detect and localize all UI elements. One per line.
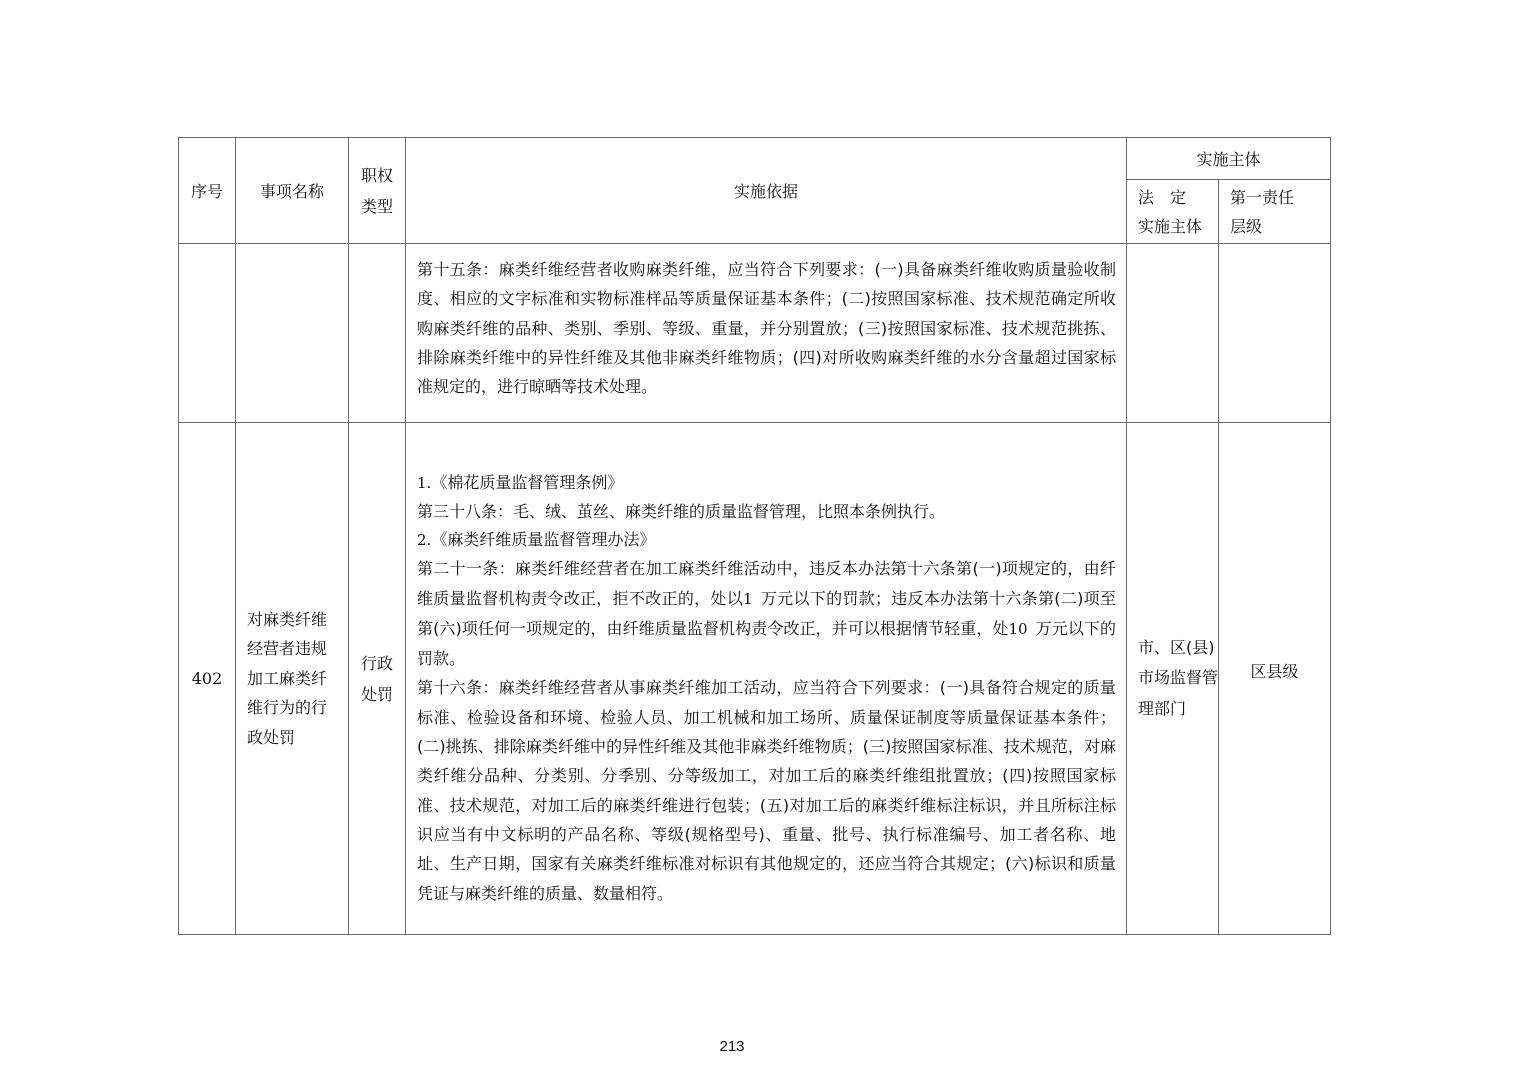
basis-law-2-article-16: 第十六条：麻类纤维经营者从事麻类纤维加工活动，应当符合下列要求：(一)具备符合规定的质量标准、检验设备和环境、检验人员、加工机械和加工场所、质量保证制度等质量保证基本条件；(二)挑拣、排除麻类纤维中的异性纤维及其他非麻类纤维物质；(三)按照国家标准、技术规范，对麻类纤维分品种、分类别、分季别、分等级加工，对加工后的麻类纤维组批置放；(四)按照国家标准、技术规范，对加工后的麻类纤维进行包装；(五)对加工后的麻类纤维标注标识，并且所标注标识应当有中文标明的产品名称、等级(规格型号)、重量、批号、执行标准编号、加工者名称、地址、生产日期，国家有关麻类纤维标准对标识有其他规定的，还应当符合其规定；(六)标识和质量凭证与麻类纤维的质量、数量相符。 bbox=[417, 678, 1116, 903]
table-row bbox=[179, 244, 1331, 423]
header-name: 事项名称 bbox=[236, 138, 349, 244]
basis-law-1-no: 1. bbox=[417, 474, 432, 492]
cell-type bbox=[349, 423, 406, 935]
article-21-part-b: 万元以下的罚款；违反本办法第十六条第(二)项至第(六)项任何一项规定的，由纤维质量监督机构责令改正，并可以根据情节轻重，处 bbox=[417, 588, 1116, 638]
page-number: 213 bbox=[719, 1038, 745, 1055]
basis-law-1-name: 《棉花质量监督管理条例》 bbox=[431, 473, 624, 492]
header-body: 实施主体 bbox=[1127, 138, 1331, 180]
basis-law-1-title bbox=[417, 469, 1116, 497]
cell-basis bbox=[406, 423, 1127, 935]
cell-level bbox=[1219, 244, 1331, 423]
header-type-line1: 职权 bbox=[360, 165, 393, 185]
cell-no: 402 bbox=[179, 423, 236, 935]
header-legal-line2: 实施主体 bbox=[1138, 216, 1203, 236]
cell-type bbox=[349, 244, 406, 423]
header-legal-line1: 法 定 bbox=[1138, 187, 1187, 207]
article-21-part-a: 第二十一条：麻类纤维经营者在加工麻类纤维活动中，违反本办法第十六条第(一)项规定的，由纤维质量监督机构责令改正，拒不改正的，处以 bbox=[417, 559, 1116, 608]
cell-no bbox=[179, 244, 236, 423]
cell-level: 区县级 bbox=[1219, 423, 1331, 935]
basis-law-2-article-21 bbox=[417, 554, 1116, 673]
basis-law-2-no: 2. bbox=[417, 531, 432, 550]
article-21-part-c: 万元以下的罚款。 bbox=[417, 618, 1116, 669]
header-level-line1: 第一责任 bbox=[1230, 187, 1295, 207]
basis-law-1-article: 第三十八条：毛、绒、茧丝、麻类纤维的质量监督管理，比照本条例执行。 bbox=[417, 502, 946, 521]
table-row bbox=[179, 423, 1331, 935]
cell-name: 对麻类纤维经营者违规加工麻类纤维行为的行政处罚 bbox=[236, 423, 349, 935]
header-legal-body bbox=[1127, 180, 1219, 244]
cell-body: 市、区(县)市场监督管理部门 bbox=[1127, 423, 1219, 935]
authority-table bbox=[178, 137, 1331, 935]
header-level-line2: 层级 bbox=[1230, 216, 1263, 236]
basis-law-2-title bbox=[417, 526, 1116, 554]
basis-article-15: 第十五条：麻类纤维经营者收购麻类纤维，应当符合下列要求：(一)具备麻类纤维收购质量验收制度、相应的文字标准和实物标准样品等质量保证基本条件；(二)按照国家标准、技术规范确定所收购麻类纤维的品种、类别、季别、等级、重量，并分别置放；(三)按照国家标准、技术规范挑拣、排除麻类纤维中的异性纤维及其他非麻类纤维物质；(四)对所收购麻类纤维的水分含量超过国家标准规定的，进行晾晒等技术处理。 bbox=[417, 260, 1116, 397]
article-21-fine-1: 1 bbox=[743, 589, 753, 608]
type-line1: 行政 bbox=[360, 653, 393, 673]
cell-name bbox=[236, 244, 349, 423]
header-type-line2: 类型 bbox=[360, 196, 393, 216]
header-basis: 实施依据 bbox=[406, 138, 1127, 244]
header-level bbox=[1219, 180, 1331, 244]
cell-body bbox=[1127, 244, 1219, 423]
basis-law-2-name: 《麻类纤维质量监督管理办法》 bbox=[431, 530, 656, 550]
cell-basis bbox=[406, 244, 1127, 423]
type-line2: 处罚 bbox=[360, 684, 393, 704]
header-type bbox=[349, 138, 406, 244]
header-no: 序号 bbox=[179, 138, 236, 244]
article-21-fine-2: 10 bbox=[1008, 619, 1028, 638]
